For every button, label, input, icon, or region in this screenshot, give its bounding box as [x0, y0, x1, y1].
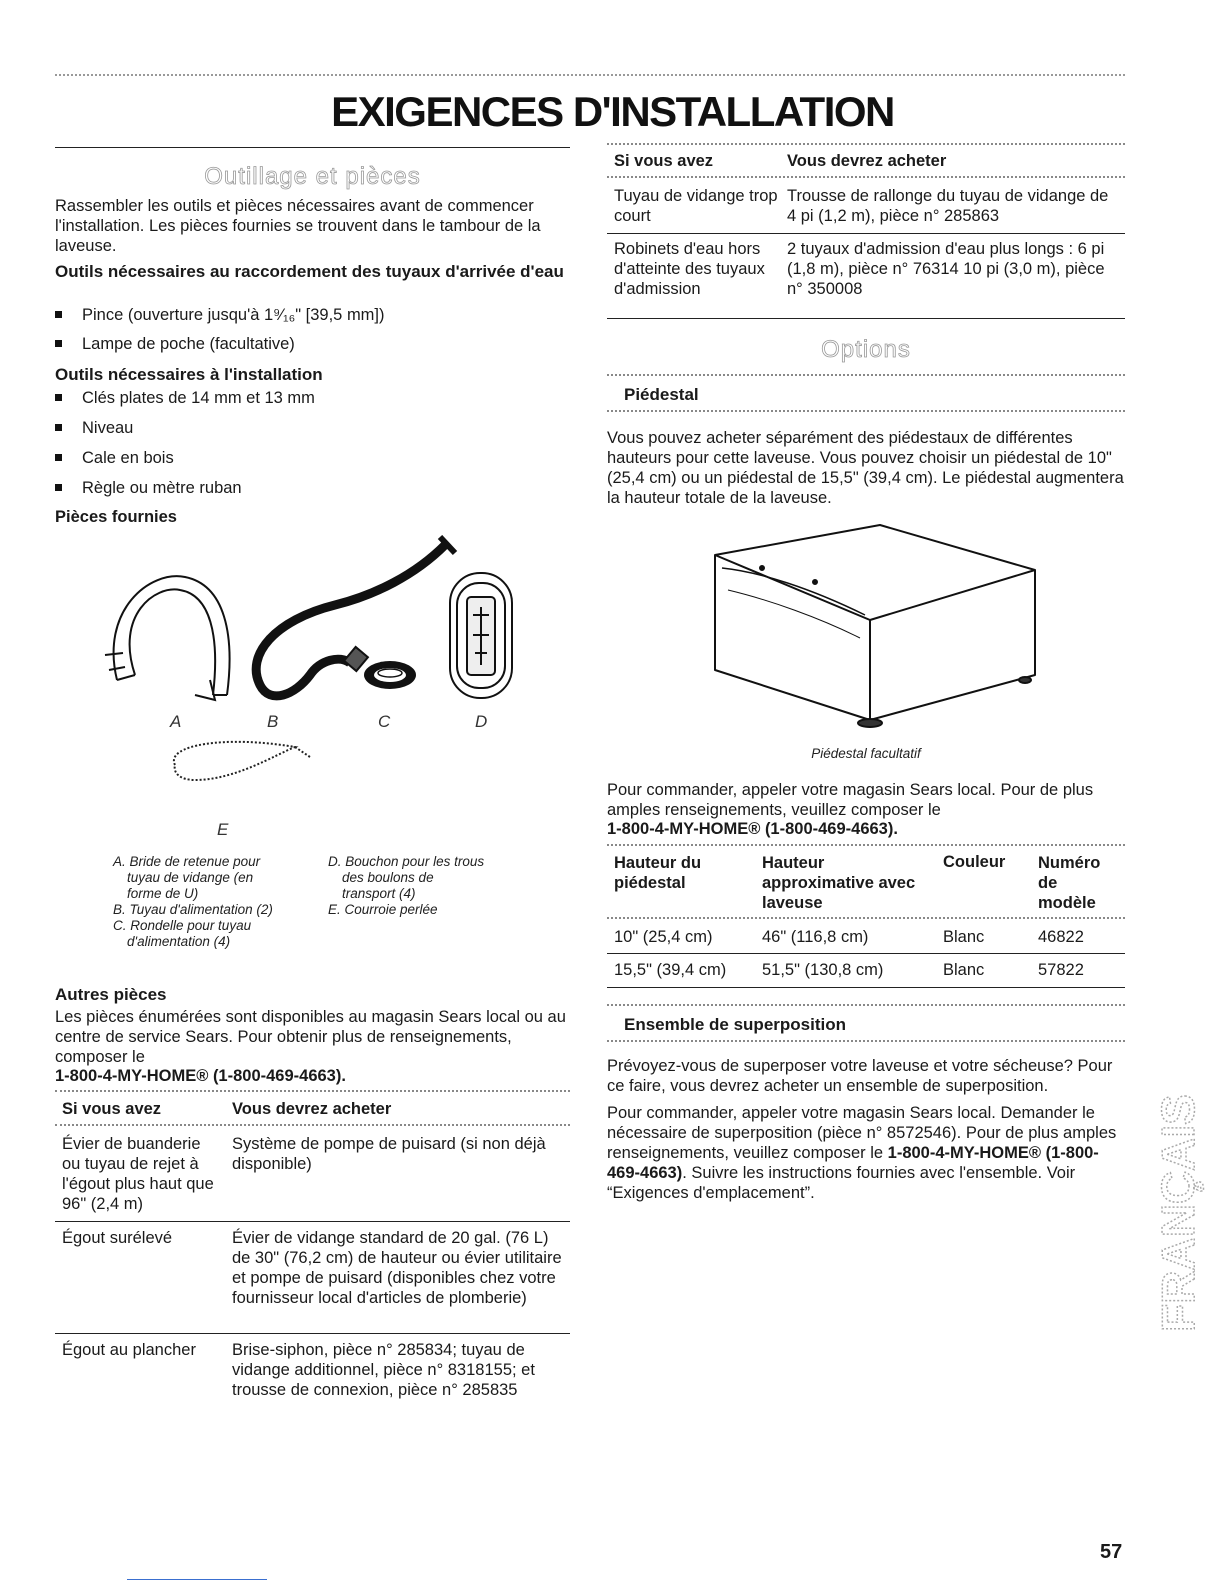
table-cell: 46822: [1038, 928, 1084, 946]
table-cell: 15,5" (39,4 cm): [614, 961, 727, 979]
pedestal-order-text: Pour commander, appeler votre magasin Sears local. Pour de plus amples renseignements, veuillez composer le: [607, 781, 1094, 819]
table-cell: Blanc: [943, 961, 985, 979]
table-header-have: Si vous avez: [62, 1100, 162, 1118]
stack-heading-top-divider: [607, 1004, 1125, 1006]
table-row-divider: [55, 1221, 570, 1222]
hoses-tools-heading: Outils nécessaires au raccordement des tuyaux d'arrivée d'eau: [55, 262, 564, 281]
washer-illustration: [364, 661, 416, 689]
bullet-icon: [55, 394, 62, 401]
other-parts-heading: Autres pièces: [55, 985, 167, 1004]
table-cell: Égout surélevé: [62, 1229, 173, 1247]
bullet-icon: [55, 484, 62, 491]
stack-heading-bottom-divider: [607, 1040, 1125, 1042]
table-cell: Évier de buanderie ou tuyau de rejet à l'égout plus haut que 96" (2,4 m): [62, 1135, 214, 1213]
list-item: Règle ou mètre ruban: [55, 478, 242, 498]
table-row-divider: [607, 233, 1125, 234]
section-title-options: Options: [821, 336, 911, 363]
list-item: Clés plates de 14 mm et 13 mm: [55, 388, 315, 408]
bullet-icon: [55, 340, 62, 347]
bullet-icon: [55, 311, 62, 318]
table-row-divider: [607, 953, 1125, 954]
label-a: A: [170, 712, 182, 731]
pedestal-table-header: Hauteur approximative avec laveuse: [762, 854, 916, 912]
bullet-icon: [55, 424, 62, 431]
stack-phone: 1-800-4-MY-HOME® (1-800-469-4663): [607, 1144, 1099, 1182]
supply-hose-illustration: [256, 537, 455, 696]
u-bracket-illustration: [105, 576, 230, 700]
bullet-icon: [55, 454, 62, 461]
table-bottom-rule: [607, 987, 1125, 988]
plug-illustration: [450, 573, 512, 698]
table-cell: 51,5" (130,8 cm): [762, 961, 884, 979]
pedestal-text: Vous pouvez acheter séparément des piédestaux de différentes hauteurs pour cette laveuse. Vous pouvez choisir un piédestal de 10" (25,4 cm) ou un piédestal de 15,5" (39,4 cm). Le piédestal augmentera la hauteur totale de la laveuse.: [607, 429, 1124, 507]
label-b: B: [267, 712, 279, 731]
list-item: Lampe de poche (facultative): [55, 334, 295, 354]
table-cell: Trousse de rallonge du tuyau de vidange de 4 pi (1,2 m), pièce n° 285863: [787, 187, 1109, 225]
table-cell: 2 tuyaux d'admission d'eau plus longs : 6 pi (1,8 m), pièce n° 76314 10 pi (3,0 m), pièce n° 350008: [787, 240, 1105, 298]
list-item: Pince (ouverture jusqu'à 1⁹⁄₁₆" [39,5 mm]): [55, 305, 385, 325]
pedestal-table-header: Numéro de modèle: [1038, 854, 1101, 912]
right-phone: 1-800-4-MY-HOME® (1-800-469-4663).: [607, 820, 898, 838]
table-cell: Blanc: [943, 928, 985, 946]
table-header-divider: [55, 1124, 570, 1126]
section-title-tools: Outillage et pièces: [204, 163, 421, 190]
intro-text: Rassembler les outils et pièces nécessaires avant de commencer l'installation. Les pièces fournies se trouvent dans le tambour de la laveuse.: [55, 197, 541, 255]
pedestal-illustration: [700, 520, 1060, 730]
table-cell: Évier de vidange standard de 20 gal. (76 L) de 30" (76,2 cm) de hauteur ou évier utilitaire et pompe de puisard (disponibles chez votre fournisseur local d'articles de plomberie): [232, 1229, 562, 1307]
parts-caption-left: A. Bride de retenue pour tuyau de vidange (en forme de U) B. Tuyau d'alimentation (2) C. Rondelle pour tuyau d'alimentation (4): [113, 854, 273, 949]
install-tools-heading: Outils nécessaires à l'installation: [55, 365, 323, 384]
list-item: Niveau: [55, 418, 133, 438]
table-header-buy: Vous devrez acheter: [232, 1100, 392, 1118]
table-cell: 10" (25,4 cm): [614, 928, 713, 946]
language-side-tab: [1152, 1078, 1212, 1348]
list-item: Cale en bois: [55, 448, 174, 468]
table-cell: Brise-siphon, pièce n° 285834; tuyau de vidange additionnel, pièce n° 8318155; et trousse de connexion, pièce n° 285835: [232, 1341, 535, 1399]
parts-illustration: [95, 535, 545, 845]
page-title: EXIGENCES D'INSTALLATION: [331, 88, 894, 135]
table-top-divider: [55, 1090, 570, 1092]
table-header-have: Si vous avez: [614, 152, 714, 170]
table-bottom-rule: [607, 318, 1125, 319]
label-c: C: [378, 712, 391, 731]
beaded-strap-illustration: [174, 742, 310, 780]
label-d: D: [475, 712, 488, 731]
table-cell: Égout au plancher: [62, 1341, 196, 1359]
parts-heading: Pièces fournies: [55, 508, 177, 526]
right-table-header-divider: [607, 176, 1125, 178]
table-cell: Système de pompe de puisard (si non déjà disponible): [232, 1135, 546, 1173]
stack-text: Prévoyez-vous de superposer votre laveuse et votre sécheuse? Pour ce faire, vous devrez acheter un ensemble de superposition.: [607, 1057, 1113, 1095]
pedestal-heading: Piédestal: [624, 385, 699, 404]
table-cell: 57822: [1038, 961, 1084, 979]
table-cell: 46" (116,8 cm): [762, 928, 869, 946]
stack-order-text: Pour commander, appeler votre magasin Sears local. Demander le nécessaire de superposition (pièce n° 8572546). Pour de plus amples renseignements, veuillez composer le 1-800-4-MY-HOME® (1-800-469-4663). Suivre les instructions fournies avec l'ensemble. Voir “Exigences d'emplacement”.: [607, 1104, 1117, 1202]
pedestal-table-top-divider: [607, 844, 1125, 846]
table-header-buy: Vous devrez acheter: [787, 152, 947, 170]
right-table-top-divider: [607, 143, 1125, 145]
parts-caption-right: D. Bouchon pour les trous des boulons de transport (4) E. Courroie perlée: [328, 854, 485, 917]
left-phone: 1-800-4-MY-HOME® (1-800-469-4663).: [55, 1067, 346, 1085]
pedestal-table-header: Couleur: [943, 853, 1006, 871]
page-number: 57: [1100, 1541, 1123, 1563]
pedestal-table-header-divider: [607, 917, 1125, 919]
side-tab-text: FRANÇAIS: [1152, 1094, 1205, 1332]
pedestal-heading-bottom-divider: [607, 410, 1125, 412]
bottom-link-line: [127, 1579, 267, 1580]
pedestal-caption: Piédestal facultatif: [811, 746, 921, 761]
table-row-divider: [55, 1333, 570, 1334]
left-top-rule: [55, 147, 570, 148]
pedestal-heading-top-divider: [607, 374, 1125, 376]
other-parts-text: Les pièces énumérées sont disponibles au magasin Sears local ou au centre de service Sears. Pour obtenir plus de renseignements, composer le: [55, 1008, 566, 1066]
table-cell: Robinets d'eau hors d'atteinte des tuyaux d'admission: [614, 240, 765, 298]
pedestal-table-header: Hauteur du piédestal: [614, 854, 702, 892]
label-e: E: [217, 820, 229, 839]
table-cell: Tuyau de vidange trop court: [614, 187, 778, 225]
stack-heading: Ensemble de superposition: [624, 1015, 846, 1034]
top-divider: [55, 74, 1125, 76]
